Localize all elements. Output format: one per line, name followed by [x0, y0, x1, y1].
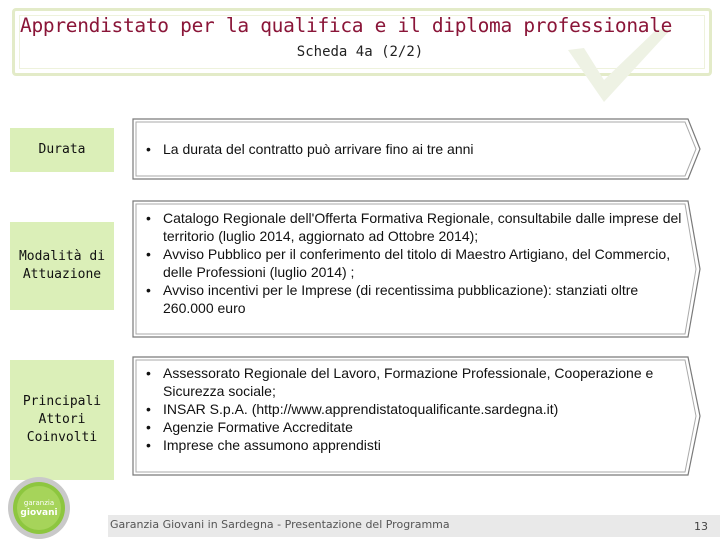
list-item: • La durata del contratto può arrivare fino ai tre anni	[140, 140, 688, 158]
list-item: • Agenzie Formative Accreditate	[140, 418, 688, 436]
list-item: • Avviso incentivi per le Imprese (di recentissima pubblicazione): stanziati oltre 260.000 euro	[140, 281, 688, 317]
logo-text-line2: giovani	[20, 508, 58, 518]
label-attori-line3: Coinvolti	[26, 430, 98, 445]
label-durata	[10, 128, 114, 172]
list-item: • Catalogo Regionale dell'Offerta Formativa Regionale, consultabile dalle imprese del territorio (luglio 2014, aggiornato ad Ottobre 2014);	[140, 209, 688, 245]
label-modalita	[10, 222, 114, 310]
page-title: Apprendistato per la qualifica e il diploma professionale	[20, 14, 673, 37]
label-attori	[10, 360, 114, 480]
garanzia-giovani-logo-icon	[4, 472, 74, 540]
page-subtitle: Scheda 4a (2/2)	[296, 44, 424, 60]
list-item: • Imprese che assumono apprendisti	[140, 436, 688, 454]
footer-text: Garanzia Giovani in Sardegna - Presentazione del Programma	[110, 518, 450, 531]
content-modalita	[132, 200, 702, 338]
label-modalita-line2: Attuazione	[22, 267, 102, 282]
list-item: • Avviso Pubblico per il conferimento del titolo di Maestro Artigiano, del Commercio, delle Professioni (luglio 2014) ;	[140, 245, 688, 281]
content-durata	[132, 118, 702, 180]
list-item: • Assessorato Regionale del Lavoro, Formazione Professionale, Cooperazione e Sicurezza sociale;	[140, 364, 688, 400]
label-attori-line1: Principali	[22, 394, 102, 409]
page-number: 13	[694, 520, 708, 533]
logo-text-line1: garanzia	[23, 499, 55, 507]
label-modalita-line1: Modalità di	[18, 249, 106, 264]
label-attori-line2: Attori	[38, 412, 86, 427]
label-durata-text: Durata	[38, 142, 86, 157]
content-attori	[132, 356, 702, 476]
list-item: • INSAR S.p.A. (http://www.apprendistatoqualificante.sardegna.it)	[140, 400, 688, 418]
